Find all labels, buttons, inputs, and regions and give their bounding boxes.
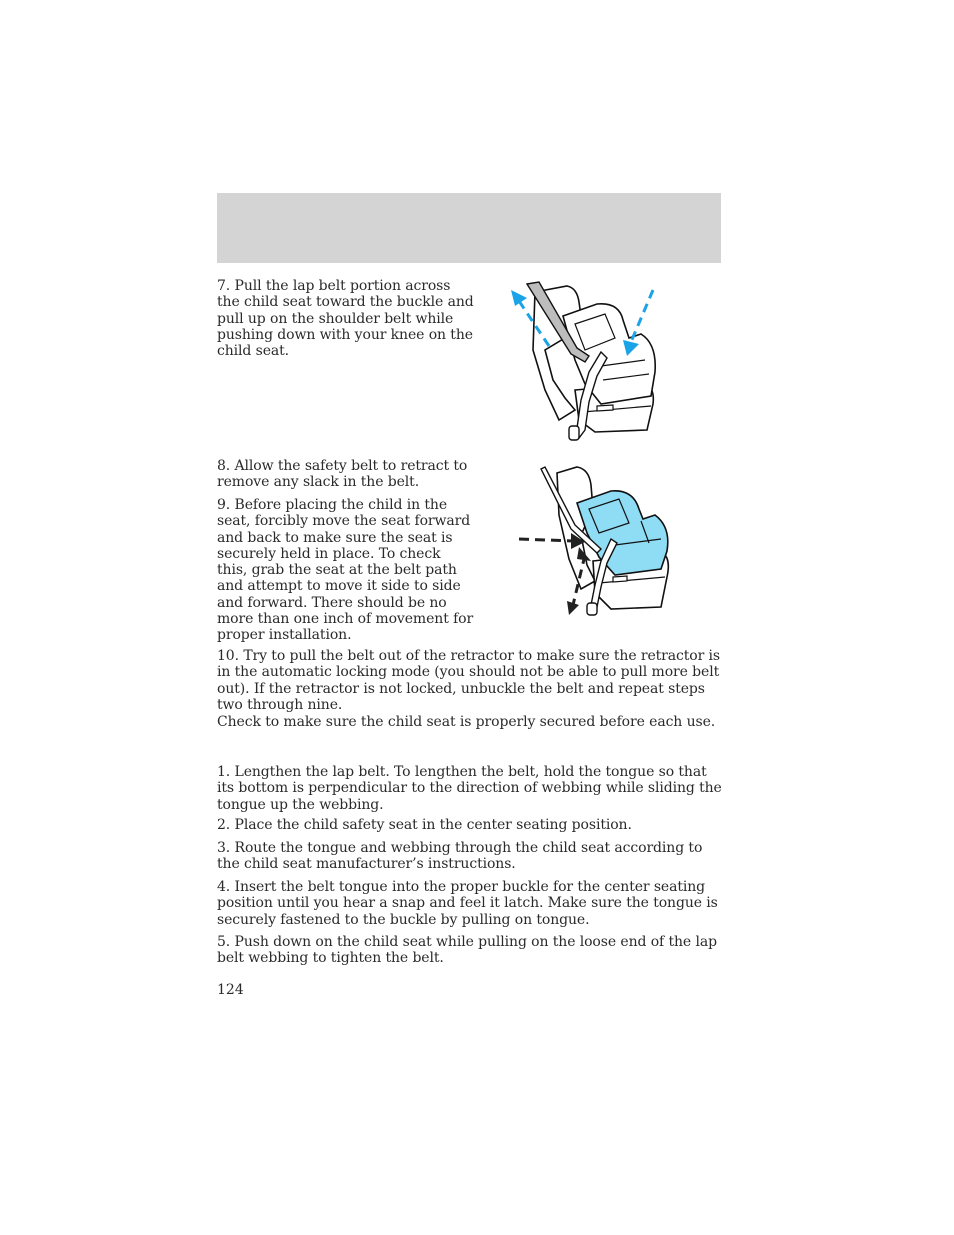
step-9-text: 9. Before placing the child in the seat, forcibly move the seat forward and back to make sure the seat is securely held in place. To check this, grab the seat at the belt path and attempt to move it side to side and forward. There should be no more than one inch of movement for proper installation.: [217, 497, 474, 644]
center-step-3-text: 3. Route the tongue and webbing through the child seat according to the child seat manufacturer’s instructions.: [217, 840, 703, 873]
child-seat-belt-tighten-illustration: [505, 280, 665, 445]
child-safety-seat: [577, 491, 668, 575]
child-seat-movement-check-illustration: [515, 465, 675, 620]
buckle: [587, 603, 597, 615]
step-8-text: 8. Allow the safety belt to retract to remove any slack in the belt.: [217, 458, 468, 491]
center-step-2-text: 2. Place the child safety seat in the center seating position.: [217, 817, 632, 833]
center-step-4-text: 4. Insert the belt tongue into the proper buckle for the center seating position until you hear a snap and feel it latch. Make sure the tongue is securely fastened to the buckle by pulling on tongue.: [217, 879, 718, 928]
center-step-5-text: 5. Push down on the child seat while pulling on the loose end of the lap belt webbing to tighten the belt.: [217, 934, 717, 967]
step-10-text: 10. Try to pull the belt out of the retractor to make sure the retractor is in the automatic locking mode (you should not be able to pull more belt out). If the retractor is not locked, unbuckle the belt and repeat steps two through nine.: [217, 648, 721, 713]
check-text: Check to make sure the child seat is properly secured before each use.: [217, 714, 716, 730]
section-header-band: [217, 193, 721, 263]
buckle: [569, 426, 579, 440]
center-step-1-text: 1. Lengthen the lap belt. To lengthen the belt, hold the tongue so that its bottom is perpendicular to the direction of webbing while sliding the tongue up the webbing.: [217, 764, 722, 813]
step-7-text: 7. Pull the lap belt portion across the child seat toward the buckle and pull up on the shoulder belt while pushing down with your knee on the child seat.: [217, 278, 474, 360]
arrow-down-icon: [567, 601, 579, 615]
page-number: 124: [217, 982, 244, 998]
